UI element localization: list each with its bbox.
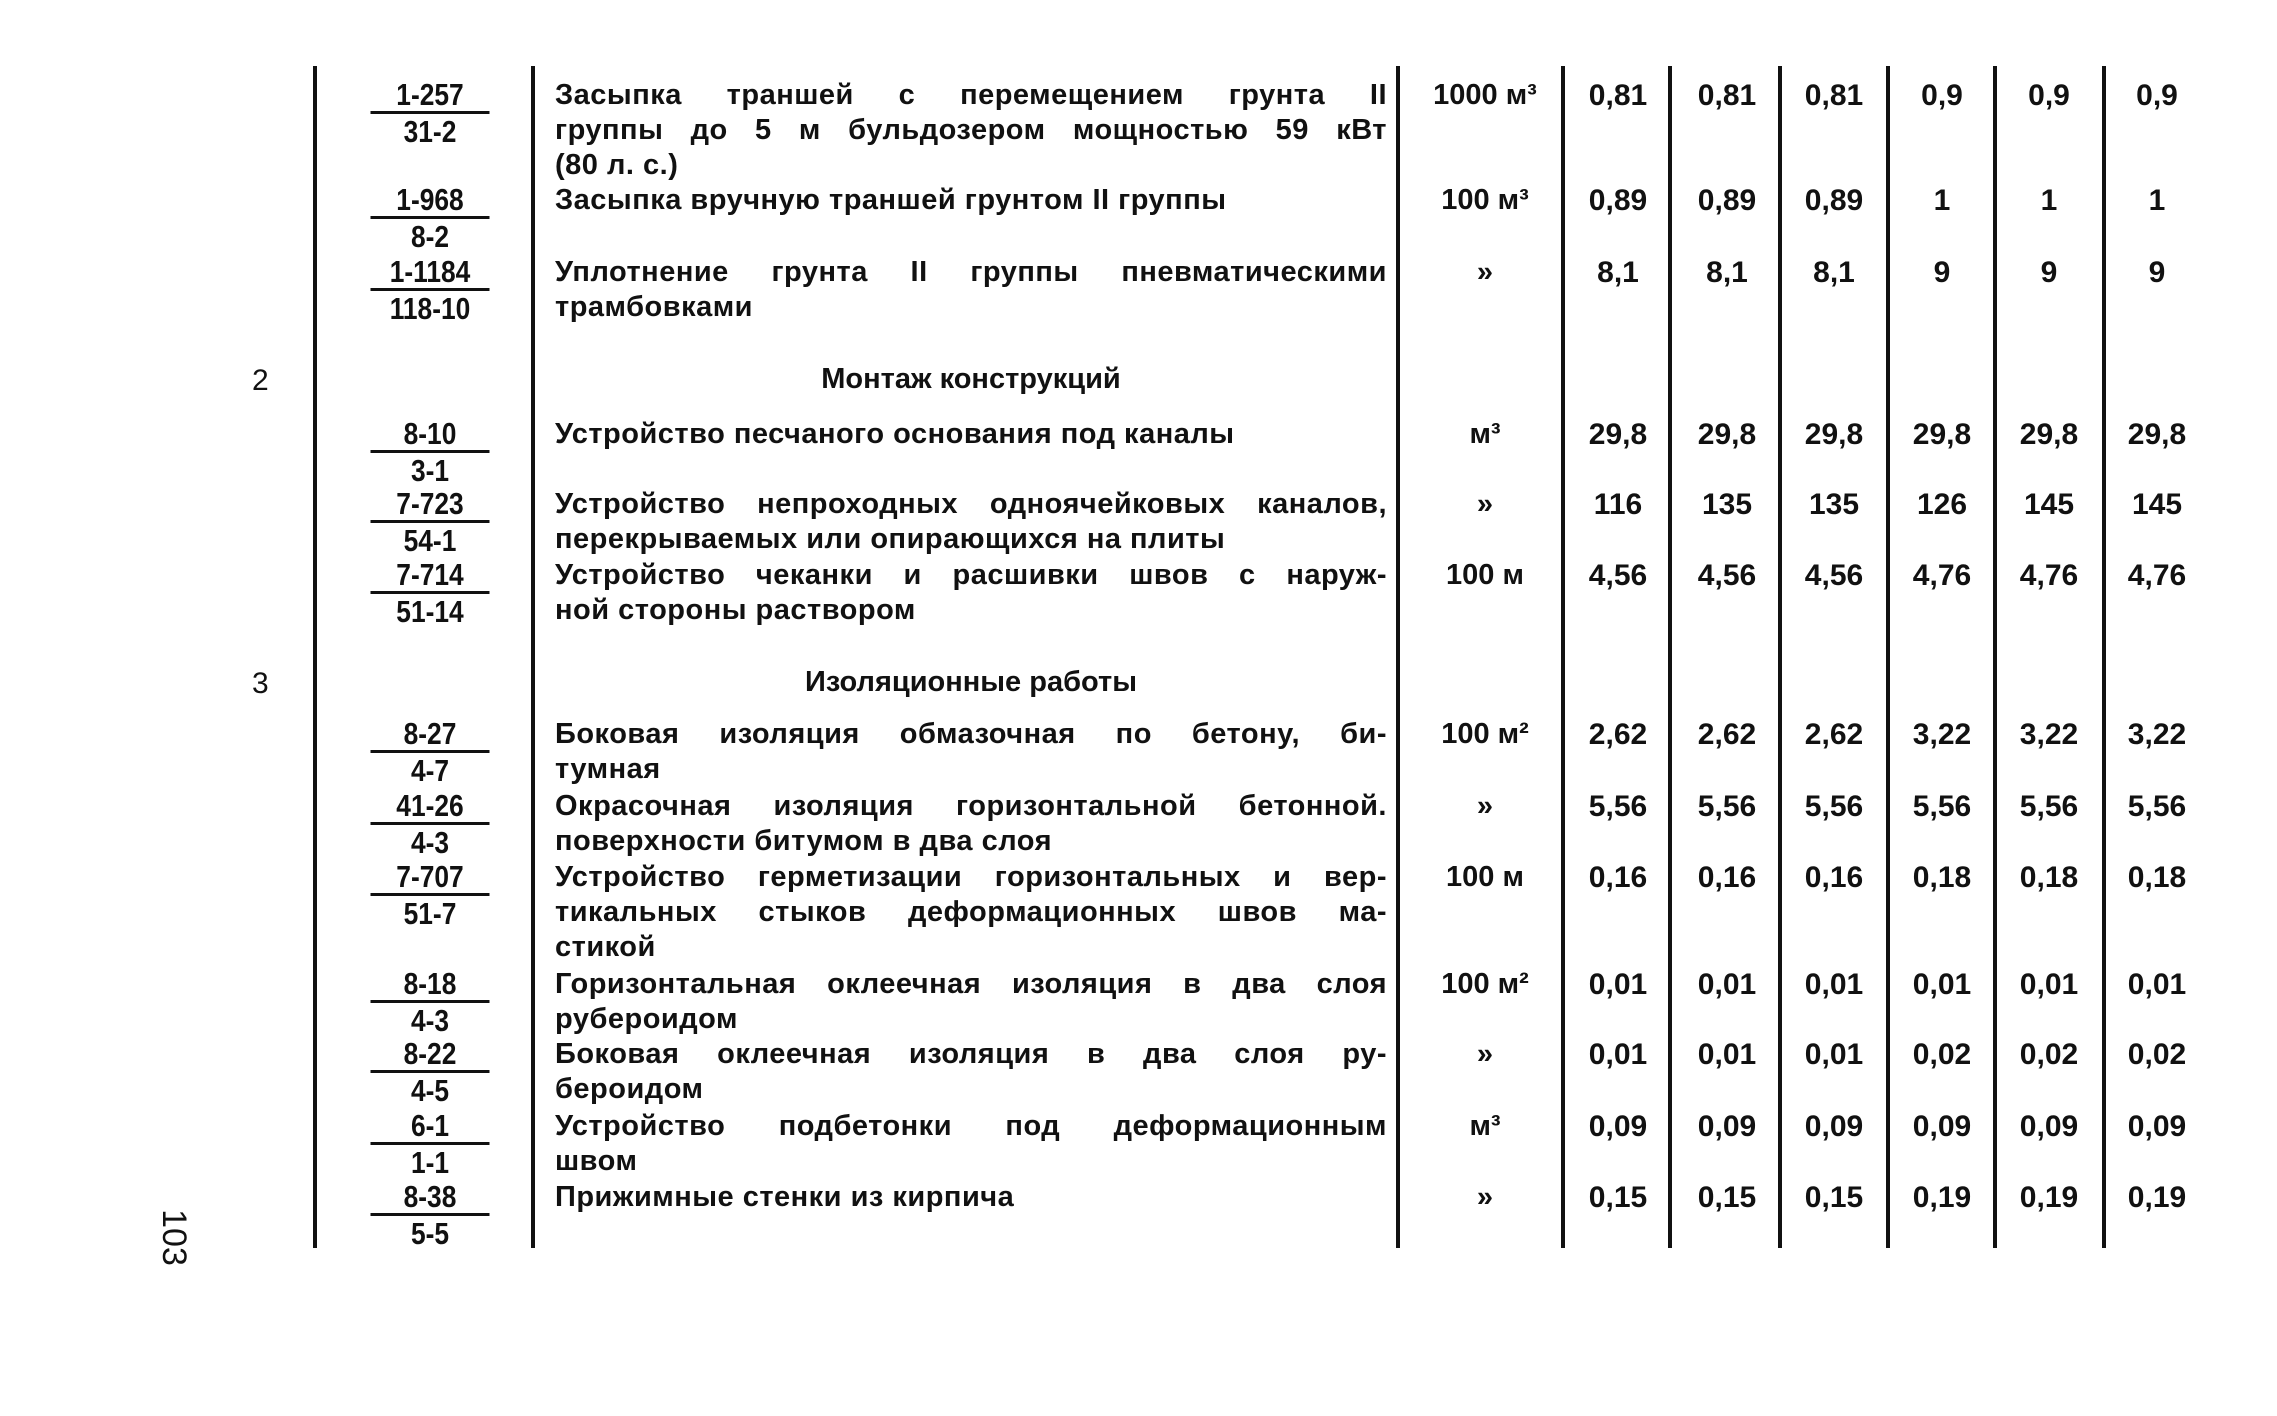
value-cell: 0,02 bbox=[2019, 1038, 2079, 1071]
norm-code-top: 6-1 bbox=[371, 1109, 490, 1145]
norm-code-top: 41-26 bbox=[371, 789, 490, 825]
value-cell: 0,09 bbox=[2127, 1110, 2187, 1143]
value-cell: 0,01 bbox=[1697, 968, 1757, 1001]
value-cell: 2,62 bbox=[1588, 718, 1648, 751]
norm-code bbox=[371, 558, 490, 629]
description-line: тумная bbox=[555, 753, 661, 785]
description-line: Устройство непроходных одноячейковых каналов, bbox=[555, 488, 1387, 520]
value-cell: 29,8 bbox=[2019, 418, 2079, 451]
value-cell: 0,02 bbox=[1912, 1038, 1972, 1071]
value-cell: 0,18 bbox=[1912, 861, 1972, 894]
value-cell: 9 bbox=[1933, 256, 1951, 289]
unit-of-measure: 100 м³ bbox=[1441, 184, 1529, 216]
work-description bbox=[555, 967, 1387, 1037]
value-cell: 0,9 bbox=[1921, 79, 1963, 112]
norm-code-bottom: 4-5 bbox=[410, 1073, 450, 1108]
norm-code-bottom: 51-14 bbox=[396, 594, 464, 629]
value-cell: 29,8 bbox=[1912, 418, 1972, 451]
unit-of-measure: 100 м² bbox=[1441, 968, 1529, 1000]
description-line: Окрасочная изоляция горизонтальной бетонной. bbox=[555, 790, 1387, 822]
description-line: ной стороны раствором bbox=[555, 594, 916, 626]
work-description bbox=[555, 487, 1387, 557]
description-line: бероидом bbox=[555, 1073, 704, 1105]
work-description bbox=[555, 558, 1387, 628]
description-line: Засыпка траншей с перемещением грунта II bbox=[555, 79, 1387, 111]
value-cell: 8,1 bbox=[1597, 256, 1639, 289]
value-cell: 116 bbox=[1593, 488, 1643, 521]
value-cell: 9 bbox=[2148, 256, 2166, 289]
value-cell: 29,8 bbox=[1588, 418, 1648, 451]
value-cell: 0,01 bbox=[1804, 968, 1864, 1001]
column-divider bbox=[1886, 66, 1890, 1248]
value-cell: 4,56 bbox=[1804, 559, 1864, 592]
unit-of-measure: » bbox=[1476, 256, 1494, 288]
description-line: Устройство герметизации горизонтальных и вер- bbox=[555, 861, 1387, 893]
norm-code bbox=[371, 255, 490, 326]
unit-of-measure: » bbox=[1476, 790, 1494, 822]
norm-code bbox=[371, 967, 490, 1038]
description-line: Устройство чеканки и расшивки швов с наруж- bbox=[555, 559, 1387, 591]
value-cell: 5,56 bbox=[2019, 790, 2079, 823]
value-cell: 0,01 bbox=[1588, 1038, 1648, 1071]
norm-code bbox=[371, 183, 490, 254]
norm-code-bottom: 4-3 bbox=[410, 825, 450, 860]
value-cell: 0,01 bbox=[1912, 968, 1972, 1001]
column-divider bbox=[1396, 66, 1400, 1248]
norm-code bbox=[371, 717, 490, 788]
description-line: поверхности битумом в два слоя bbox=[555, 825, 1052, 857]
work-description bbox=[555, 255, 1387, 325]
description-line: Прижимные стенки из кирпича bbox=[555, 1181, 1015, 1213]
norm-code-bottom: 4-7 bbox=[410, 753, 450, 788]
value-cell: 0,19 bbox=[2127, 1181, 2187, 1214]
norm-code bbox=[371, 1109, 490, 1180]
value-cell: 29,8 bbox=[2127, 418, 2187, 451]
value-cell: 4,56 bbox=[1588, 559, 1648, 592]
norm-code-top: 1-257 bbox=[371, 78, 490, 114]
value-cell: 3,22 bbox=[2127, 718, 2187, 751]
value-cell: 4,76 bbox=[2127, 559, 2187, 592]
value-cell: 126 bbox=[1916, 488, 1968, 521]
description-line: тикальных стыков деформационных швов ма- bbox=[555, 896, 1387, 928]
description-line: группы до 5 м бульдозером мощностью 59 кВт bbox=[555, 114, 1387, 146]
norm-code-bottom: 51-7 bbox=[403, 896, 457, 931]
norm-code-bottom: 54-1 bbox=[403, 523, 457, 558]
value-cell: 0,19 bbox=[2019, 1181, 2079, 1214]
value-cell: 0,16 bbox=[1697, 861, 1757, 894]
description-line: Боковая оклеечная изоляция в два слоя ру- bbox=[555, 1038, 1387, 1070]
description-line: Устройство подбетонки под деформационным bbox=[555, 1110, 1387, 1142]
value-cell: 0,01 bbox=[1697, 1038, 1757, 1071]
value-cell: 1 bbox=[2040, 184, 2058, 217]
value-cell: 0,01 bbox=[2127, 968, 2187, 1001]
unit-of-measure: 1000 м³ bbox=[1433, 79, 1537, 111]
norm-code-top: 8-38 bbox=[371, 1180, 490, 1216]
unit-of-measure: » bbox=[1476, 488, 1494, 520]
value-cell: 0,15 bbox=[1697, 1181, 1757, 1214]
column-divider bbox=[1668, 66, 1672, 1248]
norm-code-bottom: 118-10 bbox=[389, 291, 471, 326]
norm-code-bottom: 1-1 bbox=[410, 1145, 450, 1180]
value-cell: 0,09 bbox=[1697, 1110, 1757, 1143]
column-divider bbox=[2102, 66, 2106, 1248]
value-cell: 5,56 bbox=[1912, 790, 1972, 823]
value-cell: 0,09 bbox=[2019, 1110, 2079, 1143]
value-cell: 5,56 bbox=[1588, 790, 1648, 823]
value-cell: 0,18 bbox=[2127, 861, 2187, 894]
column-divider bbox=[531, 66, 535, 1248]
value-cell: 135 bbox=[1808, 488, 1860, 521]
value-cell: 0,09 bbox=[1912, 1110, 1972, 1143]
value-cell: 135 bbox=[1701, 488, 1753, 521]
value-cell: 4,76 bbox=[1912, 559, 1972, 592]
value-cell: 29,8 bbox=[1804, 418, 1864, 451]
description-line: (80 л. с.) bbox=[555, 149, 679, 181]
description-line: Горизонтальная оклеечная изоляция в два слоя bbox=[555, 968, 1387, 1000]
value-cell: 2,62 bbox=[1804, 718, 1864, 751]
value-cell: 0,15 bbox=[1588, 1181, 1648, 1214]
value-cell: 0,16 bbox=[1804, 861, 1864, 894]
work-description bbox=[555, 417, 1387, 452]
description-line: швом bbox=[555, 1145, 638, 1177]
value-cell: 0,89 bbox=[1804, 184, 1864, 217]
description-line: перекрываемых или опирающихся на плиты bbox=[555, 523, 1226, 555]
work-description bbox=[555, 1180, 1387, 1215]
unit-of-measure: » bbox=[1476, 1038, 1494, 1070]
norm-code-bottom: 8-2 bbox=[410, 219, 450, 254]
norm-code-top: 7-723 bbox=[371, 487, 490, 523]
norm-code-top: 8-10 bbox=[371, 417, 490, 453]
value-cell: 145 bbox=[2023, 488, 2075, 521]
unit-of-measure: 100 м bbox=[1446, 861, 1524, 893]
value-cell: 5,56 bbox=[1697, 790, 1757, 823]
norm-code bbox=[371, 1180, 490, 1251]
description-line: рубероидом bbox=[555, 1003, 738, 1035]
norm-code-bottom: 31-2 bbox=[403, 114, 457, 149]
value-cell: 3,22 bbox=[2019, 718, 2079, 751]
norm-code-top: 1-1184 bbox=[371, 255, 490, 291]
work-description bbox=[555, 1109, 1387, 1179]
value-cell: 0,89 bbox=[1588, 184, 1648, 217]
unit-of-measure: м³ bbox=[1469, 418, 1501, 450]
column-divider bbox=[1993, 66, 1997, 1248]
value-cell: 9 bbox=[2040, 256, 2058, 289]
value-cell: 1 bbox=[2148, 184, 2166, 217]
value-cell: 0,16 bbox=[1588, 861, 1648, 894]
value-cell: 145 bbox=[2131, 488, 2183, 521]
section-number: 3 bbox=[252, 667, 269, 700]
description-line: трамбовками bbox=[555, 291, 753, 323]
value-cell: 2,62 bbox=[1697, 718, 1757, 751]
work-description bbox=[555, 183, 1387, 218]
norm-code-top: 1-968 bbox=[371, 183, 490, 219]
value-cell: 0,01 bbox=[1588, 968, 1648, 1001]
value-cell: 3,22 bbox=[1912, 718, 1972, 751]
page-number: 103 bbox=[154, 1209, 193, 1266]
value-cell: 0,9 bbox=[2136, 79, 2178, 112]
value-cell: 4,56 bbox=[1697, 559, 1757, 592]
section-number: 2 bbox=[252, 364, 269, 397]
value-cell: 0,19 bbox=[1912, 1181, 1972, 1214]
norm-code-bottom: 3-1 bbox=[410, 453, 450, 488]
section-heading: Изоляционные работы bbox=[805, 666, 1137, 698]
value-cell: 0,09 bbox=[1588, 1110, 1648, 1143]
norm-code-top: 7-707 bbox=[371, 860, 490, 896]
norm-code-bottom: 5-5 bbox=[410, 1216, 450, 1251]
norm-code bbox=[371, 417, 490, 488]
norm-code-top: 8-27 bbox=[371, 717, 490, 753]
work-description bbox=[555, 860, 1387, 965]
value-cell: 0,01 bbox=[2019, 968, 2079, 1001]
description-line: Уплотнение грунта II группы пневматическими bbox=[555, 256, 1387, 288]
table-border-left bbox=[313, 66, 317, 1248]
norm-code bbox=[371, 860, 490, 931]
description-line: стикой bbox=[555, 931, 656, 963]
value-cell: 29,8 bbox=[1697, 418, 1757, 451]
unit-of-measure: 100 м² bbox=[1441, 718, 1529, 750]
value-cell: 0,01 bbox=[1804, 1038, 1864, 1071]
value-cell: 0,02 bbox=[2127, 1038, 2187, 1071]
norm-code-bottom: 4-3 bbox=[410, 1003, 450, 1038]
value-cell: 0,09 bbox=[1804, 1110, 1864, 1143]
value-cell: 5,56 bbox=[1804, 790, 1864, 823]
norm-code bbox=[371, 487, 490, 558]
norm-code-top: 8-22 bbox=[371, 1037, 490, 1073]
value-cell: 0,89 bbox=[1697, 184, 1757, 217]
work-description bbox=[555, 717, 1387, 787]
section-heading: Монтаж конструкций bbox=[821, 363, 1121, 395]
description-line: Засыпка вручную траншей грунтом II группы bbox=[555, 184, 1227, 216]
unit-of-measure: 100 м bbox=[1446, 559, 1524, 591]
work-description bbox=[555, 1037, 1387, 1107]
value-cell: 1 bbox=[1933, 184, 1951, 217]
value-cell: 5,56 bbox=[2127, 790, 2187, 823]
value-cell: 0,18 bbox=[2019, 861, 2079, 894]
value-cell: 0,9 bbox=[2028, 79, 2070, 112]
norm-code-top: 7-714 bbox=[371, 558, 490, 594]
value-cell: 0,81 bbox=[1804, 79, 1864, 112]
norm-code bbox=[371, 789, 490, 860]
value-cell: 8,1 bbox=[1813, 256, 1855, 289]
description-line: Устройство песчаного основания под каналы bbox=[555, 418, 1235, 450]
unit-of-measure: м³ bbox=[1469, 1110, 1501, 1142]
work-description bbox=[555, 789, 1387, 859]
norm-code bbox=[371, 1037, 490, 1108]
value-cell: 0,81 bbox=[1588, 79, 1648, 112]
norm-code bbox=[371, 78, 490, 149]
value-cell: 0,15 bbox=[1804, 1181, 1864, 1214]
value-cell: 8,1 bbox=[1706, 256, 1748, 289]
value-cell: 0,81 bbox=[1697, 79, 1757, 112]
norm-code-top: 8-18 bbox=[371, 967, 490, 1003]
unit-of-measure: » bbox=[1476, 1181, 1494, 1213]
description-line: Боковая изоляция обмазочная по бетону, би- bbox=[555, 718, 1387, 750]
column-divider bbox=[1778, 66, 1782, 1248]
value-cell: 4,76 bbox=[2019, 559, 2079, 592]
work-description bbox=[555, 78, 1387, 183]
